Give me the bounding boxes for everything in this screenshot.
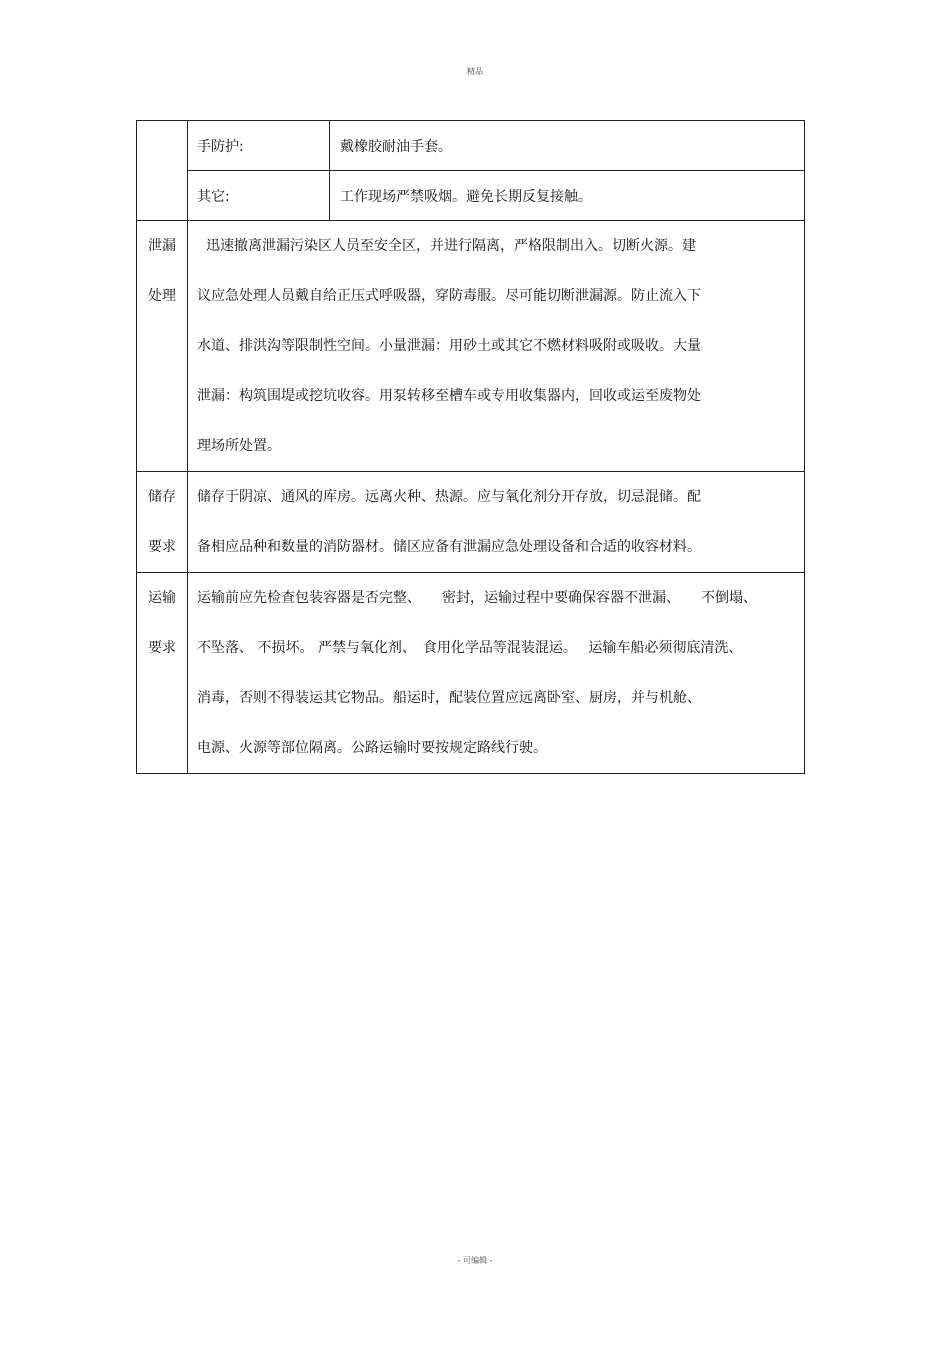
- leak-label-line: 泄漏: [148, 238, 176, 254]
- transport-text-line: 消毒，否则不得装运其它物品。船运时，配装位置应远离卧室、厨房，并与机舱、: [197, 690, 701, 706]
- transport-label: [137, 573, 188, 774]
- hand-protection-value: 戴橡胶耐油手套。: [330, 121, 805, 171]
- leak-label: [137, 221, 188, 472]
- leak-text-line: 议应急处理人员戴自给正压式呼吸器，穿防毒服。尽可能切断泄漏源。防止流入下: [197, 288, 701, 304]
- storage-label: [137, 472, 188, 573]
- other-protection-value: 工作现场严禁吸烟。避免长期反复接触。: [330, 171, 805, 221]
- page-footer: - 可编辑 -: [457, 1256, 493, 1265]
- leak-text-line: 迅速撤离泄漏污染区人员至安全区，并进行隔离，严格限制出入。切断火源。建: [206, 238, 696, 254]
- hand-protection-row: [137, 121, 805, 171]
- transport-text-line: 不坠落、 不损坏。 严禁与氧化剂、 食用化学品等混装混运。 运输车船必须彻底清洗、: [197, 640, 743, 656]
- other-protection-label: 其它:: [188, 171, 330, 221]
- leak-content: [188, 221, 805, 472]
- transport-content: [188, 573, 805, 774]
- storage-label-line: 储存: [148, 489, 176, 505]
- storage-text-line: 储存于阴凉、通风的库房。远离火种、热源。应与氧化剂分开存放，切忌混储。配: [197, 489, 701, 505]
- storage-label-line: 要求: [148, 539, 176, 555]
- leak-text-line: 理场所处置。: [197, 438, 281, 454]
- transport-row: [137, 573, 805, 774]
- leak-row: [137, 221, 805, 472]
- page-header: 精品: [467, 67, 483, 76]
- other-protection-row: [137, 171, 805, 221]
- transport-label-line: 运输: [148, 590, 176, 606]
- transport-label-line: 要求: [148, 640, 176, 656]
- storage-row: [137, 472, 805, 573]
- hand-protection-label: 手防护:: [188, 121, 330, 171]
- transport-text-line: 运输前应先检查包装容器是否完整、 密封，运输过程中要确保容器不泄漏、 不倒塌、: [197, 590, 757, 606]
- safety-table: [136, 120, 805, 774]
- leak-label-line: 处理: [148, 288, 176, 304]
- transport-text-line: 电源、火源等部位隔离。公路运输时要按规定路线行驶。: [197, 740, 547, 756]
- storage-text-line: 备相应品种和数量的消防器材。储区应备有泄漏应急处理设备和合适的收容材料。: [197, 539, 701, 555]
- storage-content: [188, 472, 805, 573]
- protection-label-cell: [137, 121, 188, 221]
- leak-text-line: 泄漏：构筑围堤或挖坑收容。用泵转移至槽车或专用收集器内，回收或运至废物处: [197, 388, 701, 404]
- leak-text-line: 水道、排洪沟等限制性空间。小量泄漏：用砂土或其它不燃材料吸附或吸收。大量: [197, 338, 701, 354]
